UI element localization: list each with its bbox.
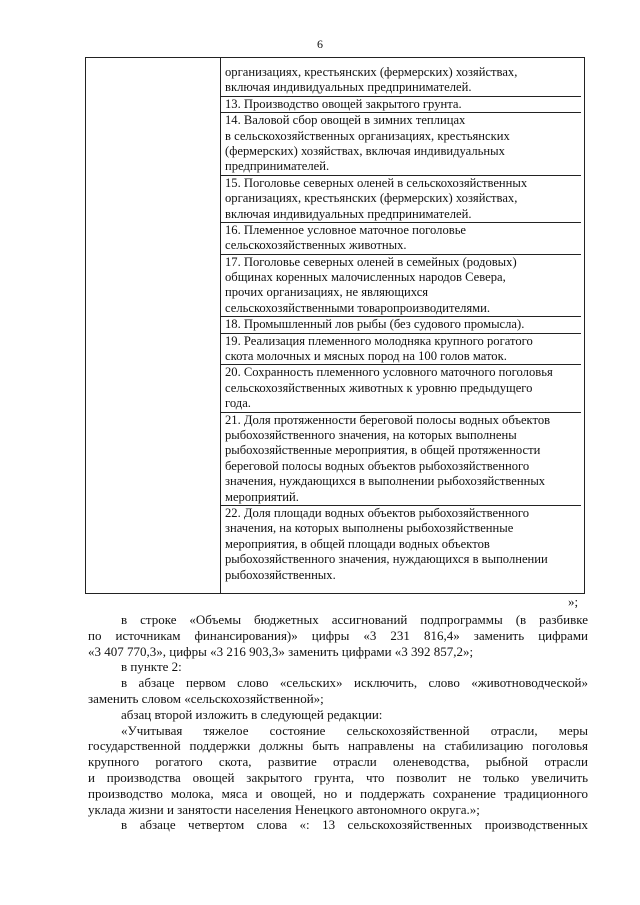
indicator-line: сельскохозяйственных животных к уровню предыдущего [225, 380, 533, 395]
paragraph-budget-line: по источникам финансирования)» цифры «3 231 816,4» заменить цифрами [88, 627, 588, 643]
paragraph-first-abzac: заменить словом «сельскохозяйственной»; [88, 690, 324, 706]
paragraph-quote: и производства овощей закрытого грунта, что позволит не только увеличить [88, 769, 588, 785]
indicator-line: организациях, крестьянских (фермерских) хозяйствах, [225, 65, 518, 79]
indicator-line: года. [225, 396, 251, 411]
paragraph-quote: государственной поддержки должны быть направлены на стабилизацию поголовья [88, 738, 588, 754]
indicator-line: 20. Сохранность племенного условного маточного поголовья [225, 365, 553, 380]
indicator-line: 17. Поголовье северных оленей в семейных (родовых) [225, 254, 517, 269]
indicator-line: включая индивидуальных предпринимателей. [225, 80, 472, 95]
paragraph-quote: «Учитывая тяжелое состояние сельскохозяйственной отрасли, меры [121, 722, 588, 738]
indicator-line: рыбохозяйственные мероприятия, в общей протяженности [225, 443, 541, 458]
indicator-line: предпринимателей. [225, 159, 330, 174]
table-closing-quote: »; [568, 594, 579, 609]
indicator-line: рыбохозяйственного значения, нуждающихся в выполнении [225, 552, 548, 567]
indicator-line: (фермерских) хозяйствах, включая индивидуальных [225, 143, 505, 158]
indicator-list-cell [225, 65, 583, 583]
indicator-line: 16. Племенное условное маточное поголовье [225, 222, 467, 237]
indicator-line: значения, на которых выполнены рыбохозяйственные [225, 521, 514, 536]
indicator-line: 14. Валовой сбор овощей в зимних теплицах [225, 113, 466, 128]
paragraph-point-2: в пункте 2: [121, 659, 182, 675]
paragraph-fourth-abzac: в абзаце четвертом слова «: 13 сельскохозяйственных производственных [121, 817, 588, 833]
indicator-line: 13. Производство овощей закрытого грунта. [225, 96, 462, 111]
indicator-line: рыбохозяйственных. [225, 567, 336, 582]
paragraph-quote: производство молока, мяса и овощей, но и поддержать сохранение традиционного [88, 785, 588, 801]
indicator-line: рыбохозяйственного значения, на которых выполнены [225, 427, 517, 442]
paragraph-budget-line: «3 407 770,3», цифры «3 216 903,3» заменить цифрами «3 392 857,2»; [88, 643, 474, 659]
paragraph-quote: уклада жизни и занятости населения Ненецкого автономного округа.»; [88, 801, 480, 817]
indicator-line: 22. Доля площади водных объектов рыбохозяйственного [225, 505, 530, 520]
indicator-line: 19. Реализация племенного молодняка крупного рогатого [225, 333, 533, 348]
indicator-line: сельскохозяйственными товаропроизводителями. [225, 300, 491, 315]
paragraph-first-abzac: в абзаце первом слово «сельских» исключить, слово «животноводческой» [121, 675, 588, 691]
indicator-line: скота молочных и мясных пород на 100 голов маток. [225, 349, 507, 364]
indicator-table [85, 57, 585, 594]
table-column-divider [220, 58, 221, 593]
indicator-line: прочих организациях, не являющихся [225, 285, 429, 300]
page-number: 6 [317, 37, 323, 51]
indicator-line: организациях, крестьянских (фермерских) хозяйствах, [225, 191, 518, 206]
amendment-text [88, 612, 588, 833]
paragraph-quote: крупного рогатого скота, развитие отрасли оленеводства, рыбной отрасли [88, 754, 588, 770]
indicator-line: 15. Поголовье северных оленей в сельскохозяйственных [225, 175, 528, 190]
paragraph-budget-line: в строке «Объемы бюджетных ассигнований подпрограммы (в разбивке [121, 612, 588, 627]
indicator-line: мероприятий. [225, 489, 299, 504]
paragraph-second-abzac: абзац второй изложить в следующей редакции: [121, 706, 383, 722]
indicator-line: в сельскохозяйственных организациях, крестьянских [225, 128, 510, 143]
indicator-line: мероприятия, в общей площади водных объектов [225, 536, 490, 551]
indicator-line: включая индивидуальных предпринимателей. [225, 206, 472, 221]
indicator-line: береговой полосы водных объектов рыбохозяйственного [225, 458, 530, 473]
indicator-line: сельскохозяйственных животных. [225, 238, 407, 253]
indicator-line: 21. Доля протяженности береговой полосы водных объектов [225, 412, 551, 427]
indicator-line: значения, нуждающихся в выполнении рыбохозяйственных [225, 474, 546, 489]
indicator-line: общинах коренных малочисленных народов Севера, [225, 270, 506, 285]
indicator-line: 18. Промышленный лов рыбы (без судового промысла). [225, 317, 525, 332]
